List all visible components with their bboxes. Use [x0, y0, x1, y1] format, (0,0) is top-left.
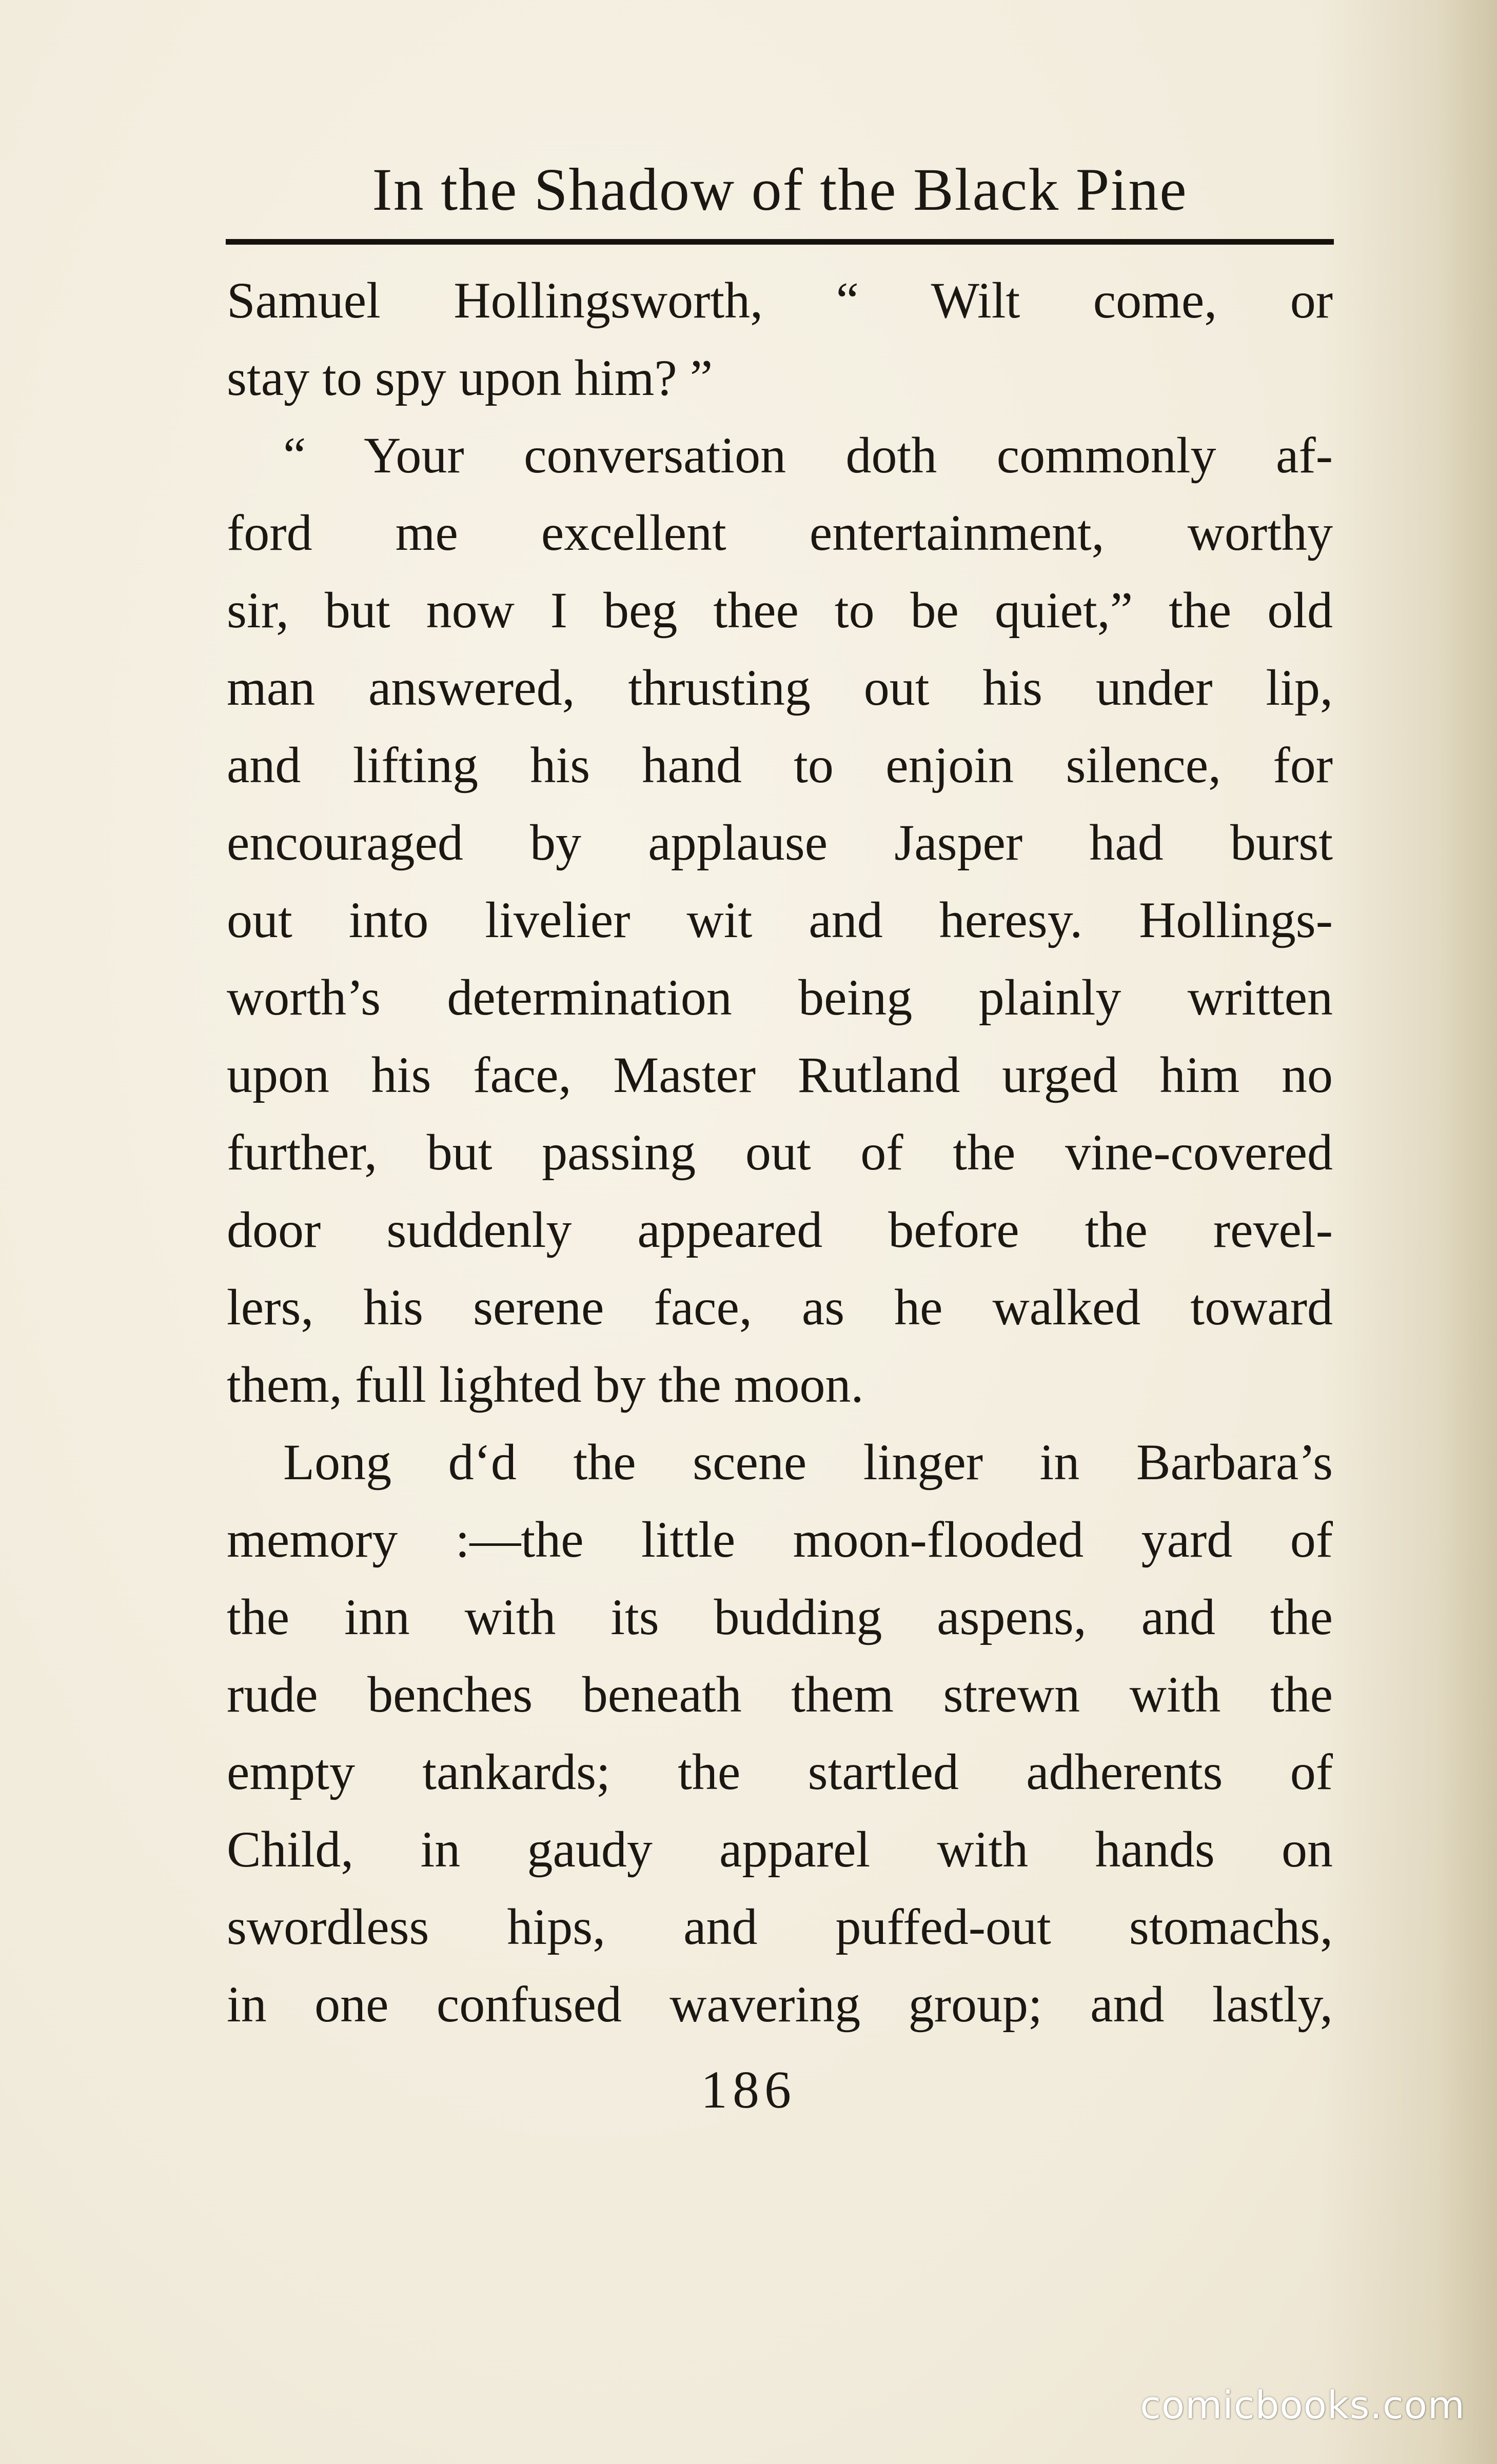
text-line: and lifting his hand to enjoin silence, for — [227, 737, 1333, 793]
text-line: stay to spy upon him? ” — [227, 349, 713, 406]
text-line: empty tankards; the startled adherents of — [227, 1743, 1333, 1800]
body-text — [227, 262, 1333, 2043]
text-line: door suddenly appeared before the revel- — [227, 1201, 1333, 1258]
text-line: ford me excellent entertainment, worthy — [227, 504, 1333, 561]
text-line: the inn with its budding aspens, and the — [227, 1588, 1333, 1645]
text-line: them, full lighted by the moon. — [227, 1356, 864, 1413]
watermark: comicbooks.com — [1140, 2383, 1465, 2428]
text-line: sir, but now I beg thee to be quiet,” the old — [227, 582, 1333, 639]
text-line: out into livelier wit and heresy. Hollings- — [227, 891, 1333, 948]
text-line: upon his face, Master Rutland urged him no — [227, 1046, 1333, 1103]
running-head: In the Shadow of the Black Pine — [372, 156, 1188, 223]
text-line: memory :—the little moon-flooded yard of — [227, 1511, 1333, 1568]
text-line: worth’s determination being plainly written — [227, 969, 1333, 1026]
page-number: 186 — [701, 2060, 796, 2119]
text-line: Samuel Hollingsworth, “ Wilt come, or — [227, 272, 1333, 329]
text-line: Long d‘d the scene linger in Barbara’s — [283, 1434, 1333, 1491]
text-line: Child, in gaudy apparel with hands on — [227, 1821, 1333, 1878]
text-line: further, but passing out of the vine-covered — [227, 1124, 1333, 1181]
text-line: swordless hips, and puffed-out stomachs, — [227, 1898, 1333, 1955]
text-line: encouraged by applause Jasper had burst — [227, 814, 1333, 871]
text-line: rude benches beneath them strewn with the — [227, 1666, 1333, 1723]
text-line: “ Your conversation doth commonly af- — [283, 427, 1333, 484]
header-rule — [226, 239, 1334, 245]
text-line: in one confused wavering group; and lastly, — [227, 1976, 1333, 2033]
text-line: man answered, thrusting out his under lip, — [227, 659, 1333, 716]
text-line: lers, his serene face, as he walked toward — [227, 1279, 1333, 1336]
